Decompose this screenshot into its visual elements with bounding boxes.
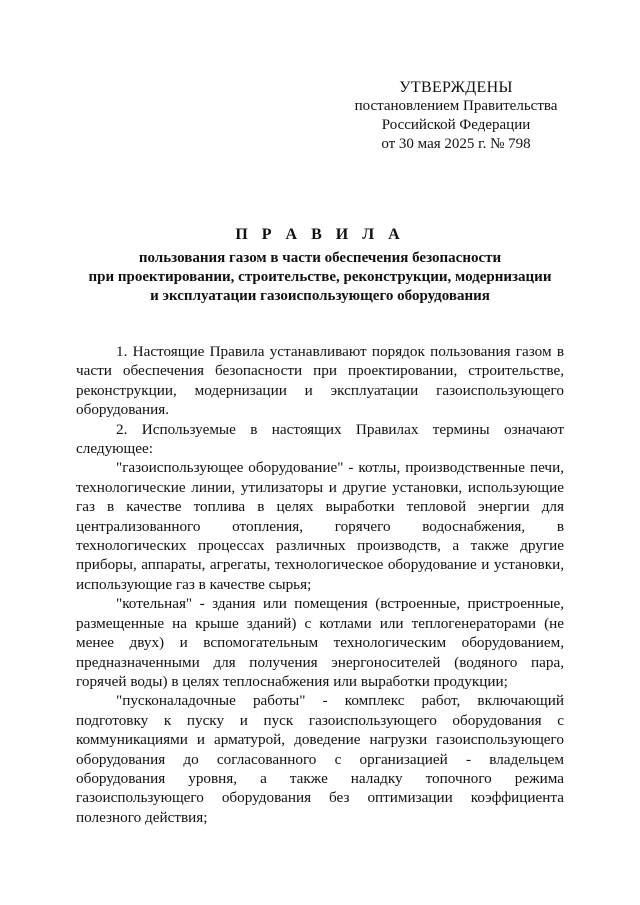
definition-gas-equipment: "газоиспользующее оборудование" - котлы, производственные печи, технологические линии, утилизаторы и другие установки, использующие газ в качестве топлива в целях выработки тепловой энергии для централизованного отопления, горячего водоснабжения, в технологических процессах различных производств, а также другие приборы, аппараты, агрегаты, технологическое оборудование и установки, использующие газ в качестве сырья; — [76, 459, 564, 593]
subtitle-line: пользования газом в части обеспечения безопасности — [138, 250, 502, 266]
subtitle-line: при проектировании, строительстве, реконструкции, модернизации — [88, 269, 552, 285]
approval-block — [340, 78, 572, 154]
paragraph-2: 2. Используемые в настоящих Правилах термины означают следующее: — [76, 420, 564, 458]
subtitle-line: и эксплуатации газоиспользующего оборудования — [150, 288, 490, 304]
definition-boiler-room: "котельная" - здания или помещения (встроенные, пристроенные, размещенные на крыше зданий) с котлами или теплогенераторами (не менее двух) и вспомогательным технологическим оборудованием, предназначенными для получения энергоносителей (водяного пара, горячей воды) в целях теплоснабжения или выработки продукции; — [76, 595, 564, 690]
approval-line: Российской Федерации — [381, 117, 531, 133]
approval-date: от 30 мая 2025 г. № 798 — [381, 136, 531, 152]
approval-title: УТВЕРЖДЕНЫ — [399, 79, 513, 96]
document-body — [76, 342, 564, 827]
definition-commissioning: "пусконаладочные работы" - комплекс работ, включающий подготовку к пуску и пуск газоиспользующего оборудования с коммуникациями и арматурой, доведение нагрузки газоиспользующего оборудования до согласованного с организацией - владельцем оборудования уровня, а также наладку топочного режима газоиспользующего оборудования без оптимизации коэффициента полезного действия; — [76, 692, 564, 826]
document-subtitle — [40, 249, 600, 306]
approval-line: постановлением Правительства — [354, 98, 558, 114]
paragraph-1: 1. Настоящие Правила устанавливают порядок пользования газом в части обеспечения безопасности при проектировании, строительстве, реконструкции, модернизации и эксплуатации газоиспользующего оборудования. — [76, 343, 564, 419]
document-heading: П Р А В И Л А — [235, 226, 405, 243]
